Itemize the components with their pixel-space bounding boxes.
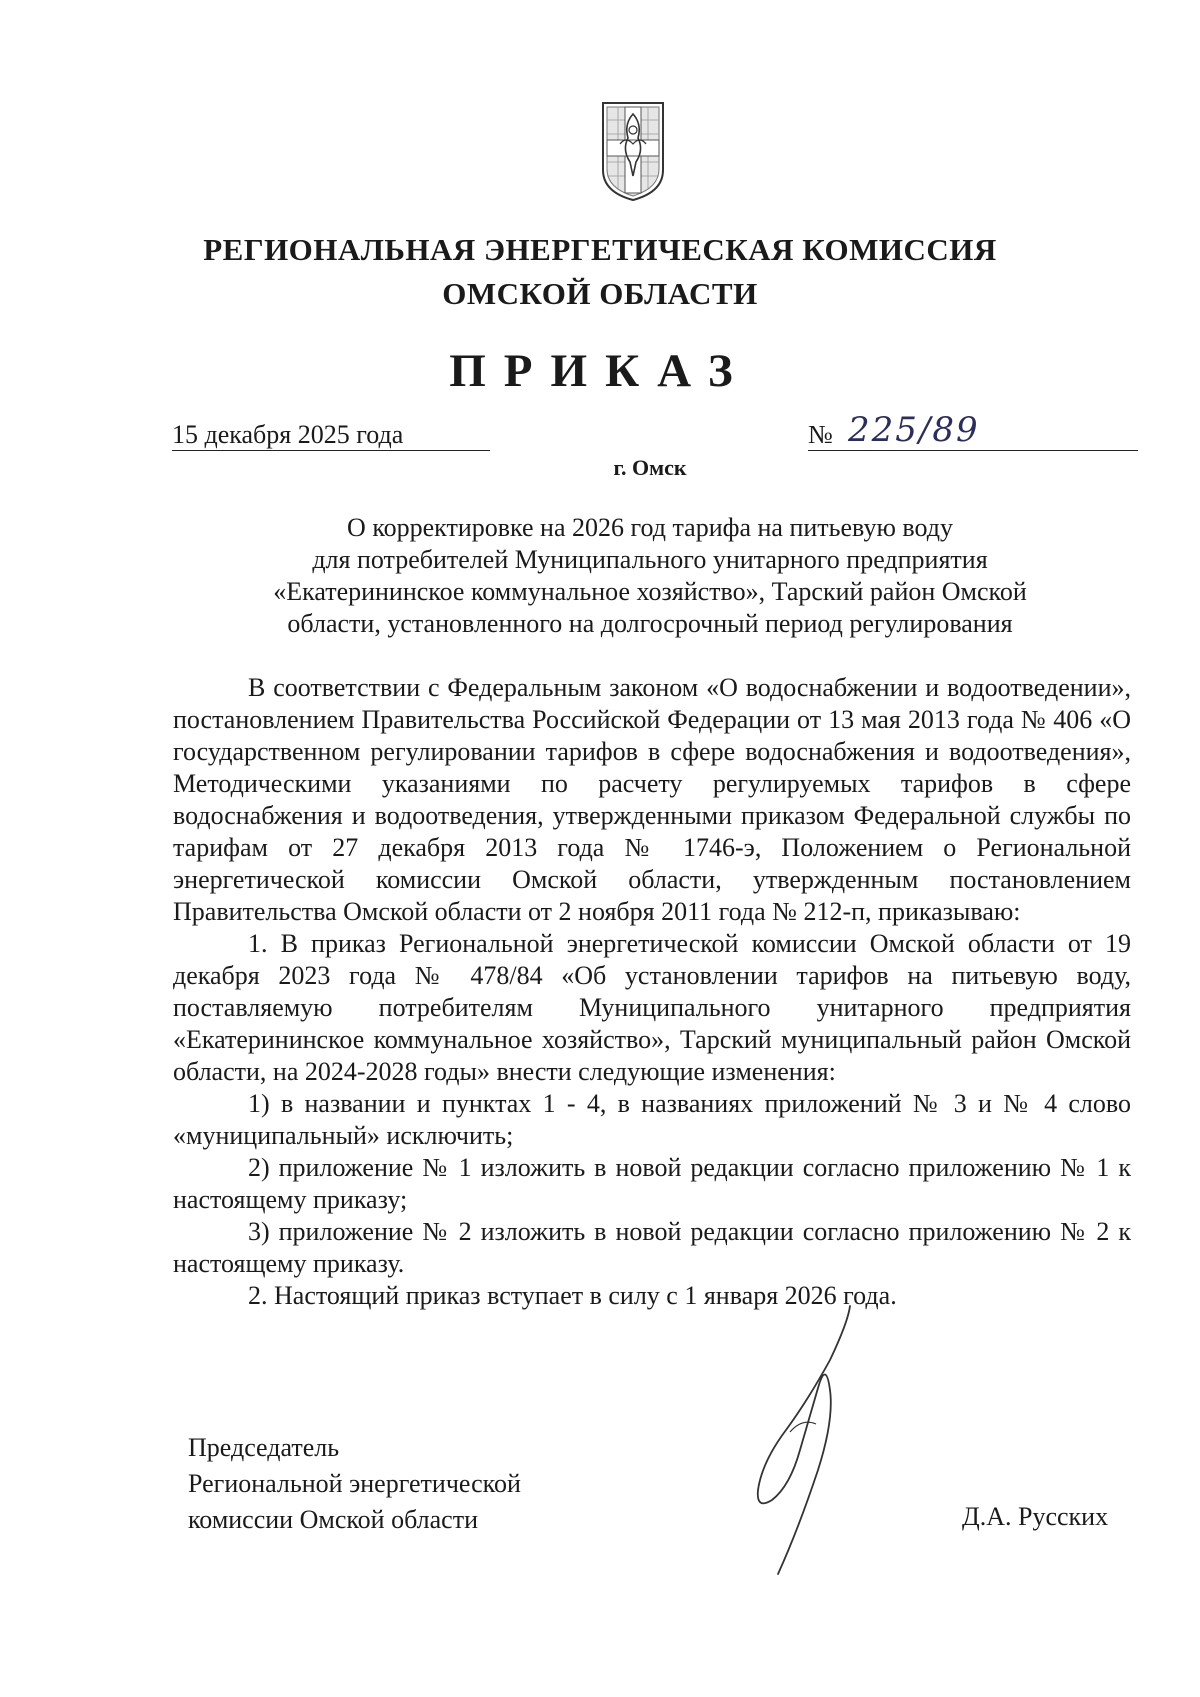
preamble-paragraph: В соответствии с Федеральным законом «О водоснабжении и водоотведении», постановлением Правительства Российской Федерации от 13 мая 2013 года № 406 «О государственном регулировании тарифов в сфере водоснабжения и водоотведения», Методическими указаниями по расчету регулируемых тарифов в сфере водоснабжения и водоотведения, утвержденными приказом Федеральной службы по тарифам от 27 декабря 2013 года № 1746-э, Положением о Региональной энергетической комиссии Омской области, утвержденным постановлением Правительства Омской области от 2 ноября 2011 года № 212-п, приказываю: xyxy=(173,673,1131,926)
document-body xyxy=(173,672,1131,1312)
document-type-title: ПРИКАЗ xyxy=(449,345,751,397)
position-line: Региональной энергетической xyxy=(188,1469,521,1498)
signatory-position xyxy=(188,1430,521,1538)
position-line: Председатель xyxy=(188,1433,340,1462)
item-1-paragraph: 1. В приказ Региональной энергетической комиссии Омской области от 19 декабря 2023 года № 478/84 «Об установлении тарифов на питьевую воду, поставляемую потребителям Муниципального унитарного предприятия «Екатерининское коммунальное хозяйство», Тарский муниципальный район Омской области, на 2024-2028 годы» внести следующие изменения: xyxy=(173,929,1131,1086)
number-label: № xyxy=(808,420,833,449)
item-1-subitem-3: 3) приложение № 2 изложить в новой редакции согласно приложению № 2 к настоящему приказу. xyxy=(173,1217,1131,1278)
document-date: 15 декабря 2025 года xyxy=(172,420,490,451)
subject-line: О корректировке на 2026 год тарифа на питьевую воду xyxy=(347,513,953,542)
subject-line: для потребителей Муниципального унитарного предприятия xyxy=(312,545,988,574)
document-number-field xyxy=(808,410,1138,451)
item-1-subitem-1: 1) в названии и пунктах 1 - 4, в названиях приложений № 3 и № 4 слово «муниципальный» исключить; xyxy=(173,1089,1131,1150)
handwritten-signature xyxy=(738,1300,878,1580)
coat-of-arms-emblem xyxy=(600,100,666,202)
organization-name-line2: ОМСКОЙ ОБЛАСТИ xyxy=(442,276,758,311)
organization-name-line1: РЕГИОНАЛЬНАЯ ЭНЕРГЕТИЧЕСКАЯ КОМИССИЯ xyxy=(203,232,997,267)
subject-line: «Екатерининское коммунальное хозяйство», Тарский район Омской xyxy=(273,577,1027,606)
position-line: комиссии Омской области xyxy=(188,1505,478,1534)
document-subject xyxy=(250,512,1050,640)
item-2-paragraph: 2. Настоящий приказ вступает в силу с 1 января 2026 года. xyxy=(248,1281,897,1310)
signatory-name: Д.А. Русских xyxy=(962,1502,1109,1531)
handwritten-number: 225/89 xyxy=(848,410,980,450)
city: г. Омск xyxy=(613,455,687,480)
subject-line: области, установленного на долгосрочный период регулирования xyxy=(287,609,1013,638)
item-1-subitem-2: 2) приложение № 1 изложить в новой редакции согласно приложению № 1 к настоящему приказу; xyxy=(173,1153,1131,1214)
